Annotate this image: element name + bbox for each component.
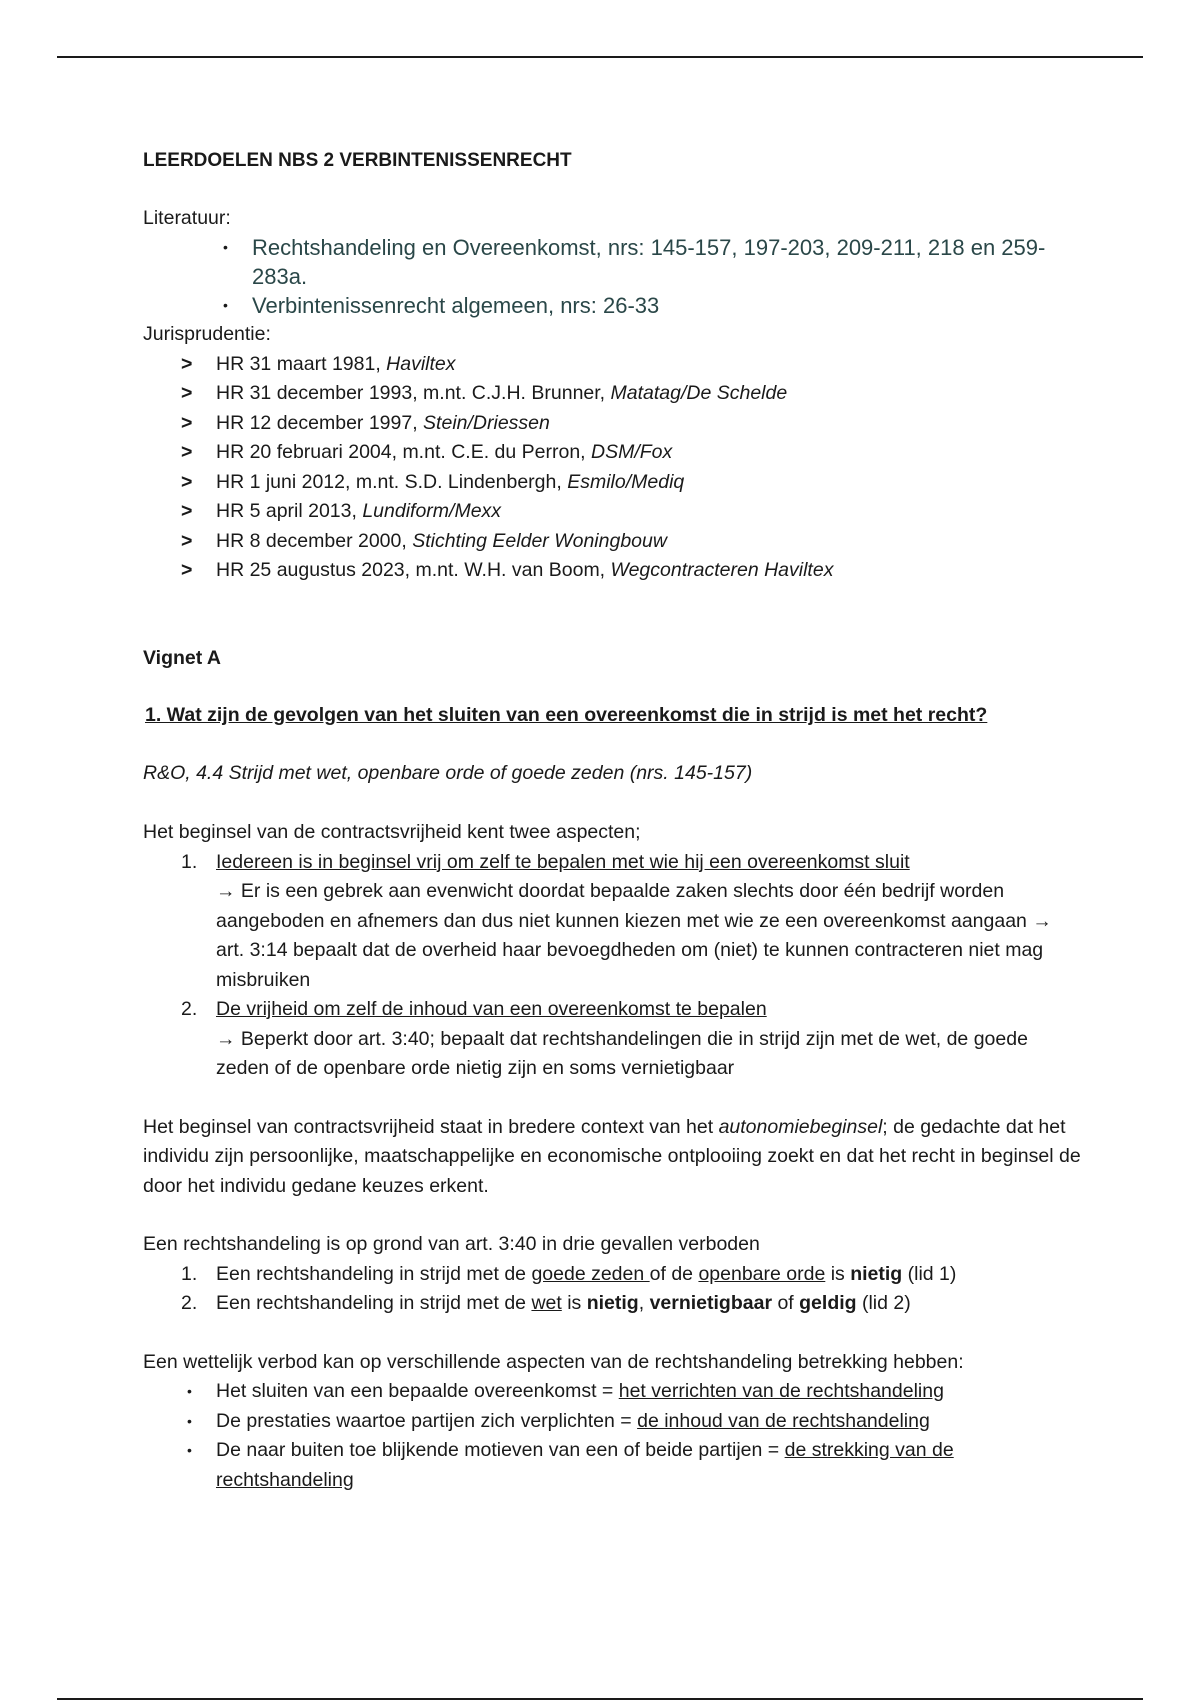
case-item [181,409,1083,439]
case-item [181,350,1083,380]
case-citation: HR 31 maart 1981, [216,352,387,375]
case-name: Lundiform/Mexx [362,500,502,522]
arrow-marker: > [181,559,193,581]
text-run: is [561,1292,587,1314]
underlined-term: de inhoud van de rechtshandeling [637,1409,930,1432]
case-name: Stein/Driessen [423,411,550,434]
text-run: of de [649,1262,699,1285]
case-name: DSM/Fox [591,441,673,463]
contract-freedom-intro: Het beginsel van de contractsvrijheid kent twee aspecten; [143,821,641,843]
literature-item: • Verbintenissenrecht algemeen, nrs: 26-33 [223,291,1083,320]
list-item [187,1407,1083,1437]
case-name: Stichting Eelder Woningbouw [412,529,667,552]
case-name: Haviltex [386,352,456,375]
list-item [181,1260,1083,1290]
aspect-body: → Beperkt door art. 3:40; bepaalt dat rechtshandelingen die in strijd zijn met de wet, de goede zeden of de openbare orde nietig zijn en soms vernietigbaar [216,1027,1028,1079]
text-run: (lid 2) [856,1292,911,1314]
list-item [181,848,1083,996]
text-run: (lid 1) [902,1262,957,1285]
text-run: Een rechtshandeling in strijd met de [216,1262,532,1285]
list-number: 1. [181,1262,198,1285]
text-run: is [825,1262,851,1285]
jurisprudence-list [181,350,1083,586]
underlined-term: goede zeden [531,1262,650,1285]
statutory-list [187,1377,1083,1495]
autonomy-term: autonomiebeginsel [718,1115,883,1138]
underlined-term: het verrichten van de rechtshandeling [618,1380,944,1402]
text-run: Het beginsel van contractsvrijheid staat in bredere context van het [143,1115,719,1138]
text-run: Een rechtshandeling in strijd met de [216,1292,532,1314]
literature-label: Literatuur: [143,206,231,229]
list-number: 2. [181,1292,198,1314]
arrow-marker: > [181,352,193,375]
underlined-term: de strekking van de rechtshandeling [216,1439,954,1491]
case-name: Matatag/De Schelde [610,382,788,404]
aspect-heading: De vrijheid om zelf de inhoud van een overeenkomst te bepalen [216,998,767,1020]
prohibited-list [181,1260,1083,1319]
text-run: ; de gedachte dat het individu zijn persoonlijke, maatschappelijke en economische ontplooiing zoekt en dat het recht in beginsel de door het individu gedane keuzes erkent. [143,1115,1081,1197]
document-body [143,146,1083,1495]
text-run: Het sluiten van een bepaalde overeenkomst = [216,1380,619,1402]
case-citation: HR 1 juni 2012, m.nt. S.D. Lindenbergh, [216,470,568,493]
aspect-body: → Er is een gebrek aan evenwicht doordat bepaalde zaken slechts door één bedrijf worden aangeboden en afnemers dan dus niet kunnen kiezen met wie ze een overeenkomst aangaan → art. 3:14 bepaalt dat de overheid haar bevoegdheden om (niet) te kunnen contracteren niet mag misbruiken [216,880,1052,991]
case-name: Wegcontracteren Haviltex [610,559,834,581]
jurisprudence-label: Jurisprudentie: [143,323,271,345]
list-number: 1. [181,850,198,873]
text-run: of [772,1292,800,1314]
case-citation: HR 8 december 2000, [216,529,413,552]
contract-freedom-list [181,848,1083,1084]
case-item [181,468,1083,498]
literature-reference: R&O, 4.4 Strijd met wet, openbare orde of goede zeden (nrs. 145-157) [143,761,753,784]
case-citation: HR 20 februari 2004, m.nt. C.E. du Perron, [216,441,592,463]
literature-list [223,233,1083,320]
question-heading: 1. Wat zijn de gevolgen van het sluiten van een overeenkomst die in strijd is met het recht? [145,704,988,726]
aspect-heading: Iedereen is in beginsel vrij om zelf te bepalen met wie hij een overeenkomst sluit [216,850,910,873]
autonomy-paragraph [143,1113,1083,1202]
bold-term: geldig [799,1292,857,1314]
case-citation: HR 31 december 1993, m.nt. C.J.H. Brunner, [216,382,611,404]
arrow-marker: > [181,500,193,522]
list-item [187,1436,1083,1495]
header-rule [57,56,1143,58]
list-item [187,1377,1083,1407]
arrow-marker: > [181,470,193,493]
list-item [181,1289,1083,1319]
case-item [181,556,1083,586]
list-item [181,995,1083,1084]
document-title: LEERDOELEN NBS 2 VERBINTENISSENRECHT [143,150,572,171]
list-number: 2. [181,998,198,1020]
bold-term: nietig [850,1262,903,1285]
text-run: , [638,1292,650,1314]
bold-term: vernietigbaar [649,1292,773,1314]
text-run: De prestaties waartoe partijen zich verplichten = [216,1409,638,1432]
case-citation: HR 25 augustus 2023, m.nt. W.H. van Boom, [216,559,611,581]
arrow-marker: > [181,529,193,552]
case-citation: HR 5 april 2013, [216,500,363,522]
case-citation: HR 12 december 1997, [216,411,424,434]
text-run: De naar buiten toe blijkende motieven van een of beide partijen = [216,1439,785,1461]
prohibited-intro: Een rechtshandeling is op grond van art. 3:40 in drie gevallen verboden [143,1233,760,1255]
case-item [181,497,1083,527]
case-item [181,527,1083,557]
underlined-term: wet [531,1292,562,1314]
arrow-marker: > [181,411,193,434]
arrow-marker: > [181,441,193,463]
statutory-intro: Een wettelijk verbod kan op verschillende aspecten van de rechtshandeling betrekking hebben: [143,1350,964,1373]
vignet-heading: Vignet A [143,646,222,669]
literature-item: • Rechtshandeling en Overeenkomst, nrs: 145-157, 197-203, 209-211, 218 en 259-283a. [223,233,1083,291]
case-name: Esmilo/Mediq [567,470,685,493]
underlined-term: openbare orde [698,1262,826,1285]
bold-term: nietig [586,1292,639,1314]
case-item [181,438,1083,468]
case-item [181,379,1083,409]
arrow-marker: > [181,382,193,404]
